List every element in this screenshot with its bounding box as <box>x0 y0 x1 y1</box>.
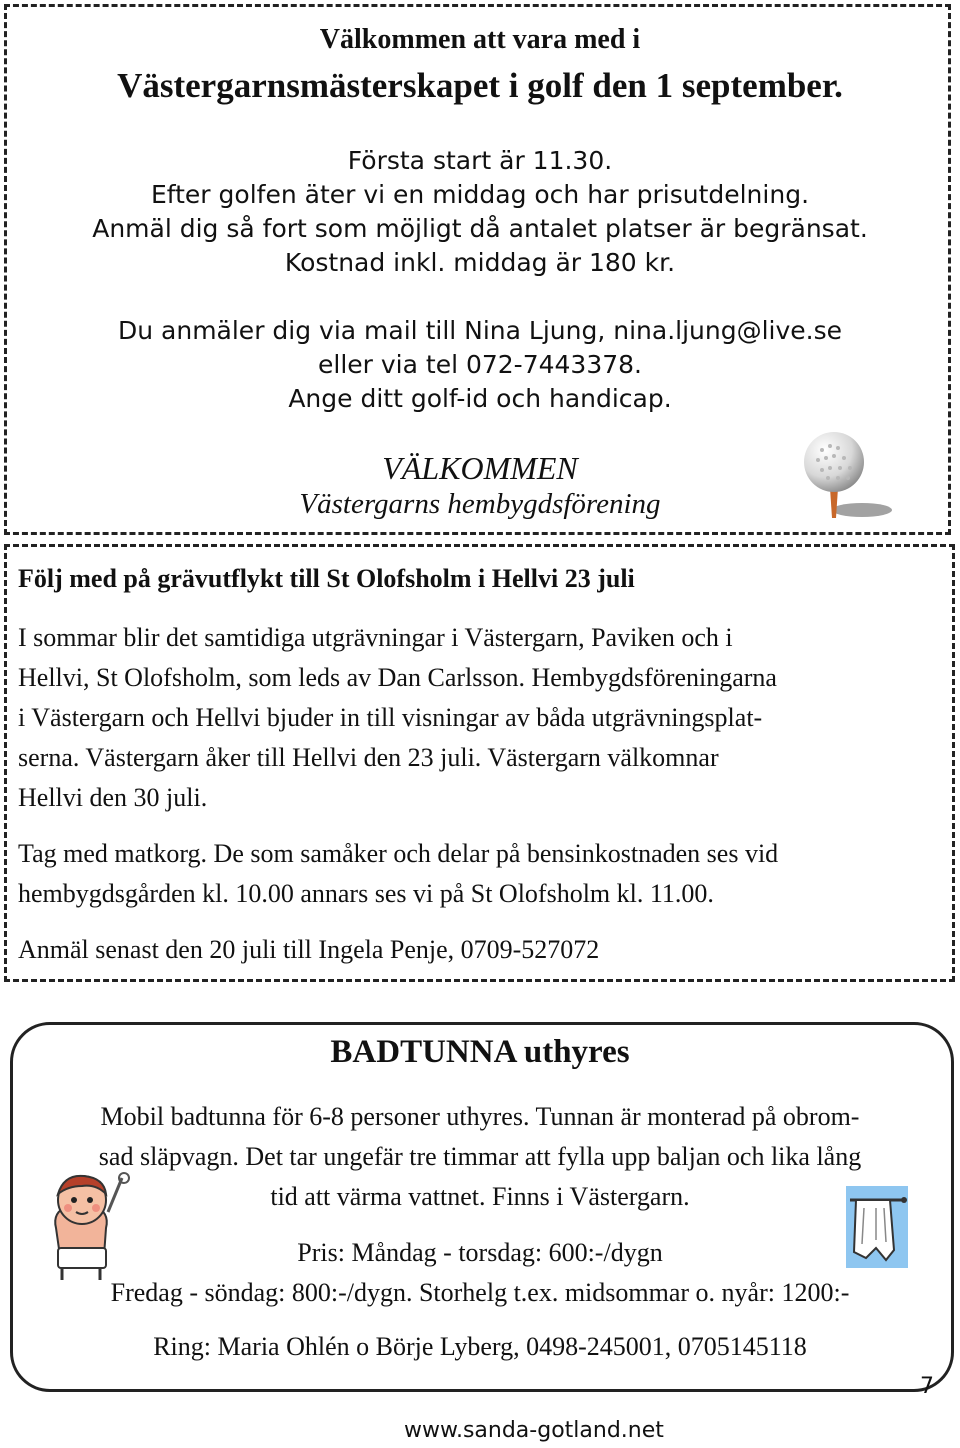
excursion-line: Tag med matkorg. De som samåker och delar på bensinkostnaden ses vid <box>18 839 779 868</box>
golf-line: Första start är 11.30. <box>347 146 613 175</box>
golf-ball-on-tee-icon <box>800 428 896 524</box>
excursion-title: Följ med på grävutflykt till St Olofsholm i Hellvi 23 juli <box>18 564 635 593</box>
badtunna-price-weekend: Fredag - söndag: 800:-/dygn. Storhelg t.ex. midsommar o. nyår: 1200:- <box>110 1278 850 1307</box>
excursion-line: Hellvi, St Olofsholm, som leds av Dan Carlsson. Hembygdsföreningarna <box>18 663 777 692</box>
excursion-signup: Anmäl senast den 20 juli till Ingela Penje, 0709-527072 <box>18 935 600 964</box>
excursion-line: I sommar blir det samtidiga utgrävningar i Västergarn, Paviken och i <box>18 623 733 652</box>
golf-line: Efter golfen äter vi en middag och har prisutdelning. <box>150 180 810 209</box>
badtunna-contact: Ring: Maria Ohlén o Börje Lyberg, 0498-245001, 0705145118 <box>153 1332 807 1361</box>
golf-headline: Västergarnsmästerskapet i golf den 1 september. <box>117 66 843 105</box>
golf-signup-line: eller via tel 072-7443378. <box>318 350 642 379</box>
footer-url[interactable]: www.sanda-gotland.net <box>404 1418 664 1443</box>
golf-line: Kostnad inkl. middag är 180 kr. <box>284 248 676 277</box>
excursion-line: i Västergarn och Hellvi bjuder in till visningar av båda utgrävningsplat- <box>18 703 763 732</box>
badtunna-line: Mobil badtunna för 6-8 personer uthyres. Tunnan är monterad på obrom- <box>100 1102 860 1131</box>
golf-signup-line: Du anmäler dig via mail till Nina Ljung, nina.ljung@live.se <box>117 316 843 345</box>
excursion-line: Hellvi den 30 juli. <box>18 783 208 812</box>
golf-signature: Västergarns hembygdsförening <box>299 488 661 520</box>
towel-icon <box>846 1186 908 1268</box>
badtunna-price-weekday: Pris: Måndag - torsdag: 600:-/dygn <box>297 1238 663 1267</box>
badtunna-line: tid att värma vattnet. Finns i Västergarn. <box>270 1182 690 1211</box>
excursion-line: hembygdsgården kl. 10.00 annars ses vi på St Olofsholm kl. 11.00. <box>18 879 714 908</box>
golf-signup-line: Ange ditt golf-id och handicap. <box>288 384 672 413</box>
page-number: 7 <box>920 1374 934 1399</box>
badtunna-title: BADTUNNA uthyres <box>330 1034 630 1070</box>
bathing-boy-icon <box>38 1172 134 1284</box>
golf-valkommen: VÄLKOMMEN <box>382 450 578 486</box>
golf-welcome-line: Välkommen att vara med i <box>319 24 641 55</box>
badtunna-line: sad släpvagn. Det tar ungefär tre timmar att fylla upp baljan och lika lång <box>98 1142 862 1171</box>
excursion-line: serna. Västergarn åker till Hellvi den 23 juli. Västergarn välkomnar <box>18 743 719 772</box>
golf-line: Anmäl dig så fort som möjligt då antalet platser är begränsat. <box>92 214 868 243</box>
